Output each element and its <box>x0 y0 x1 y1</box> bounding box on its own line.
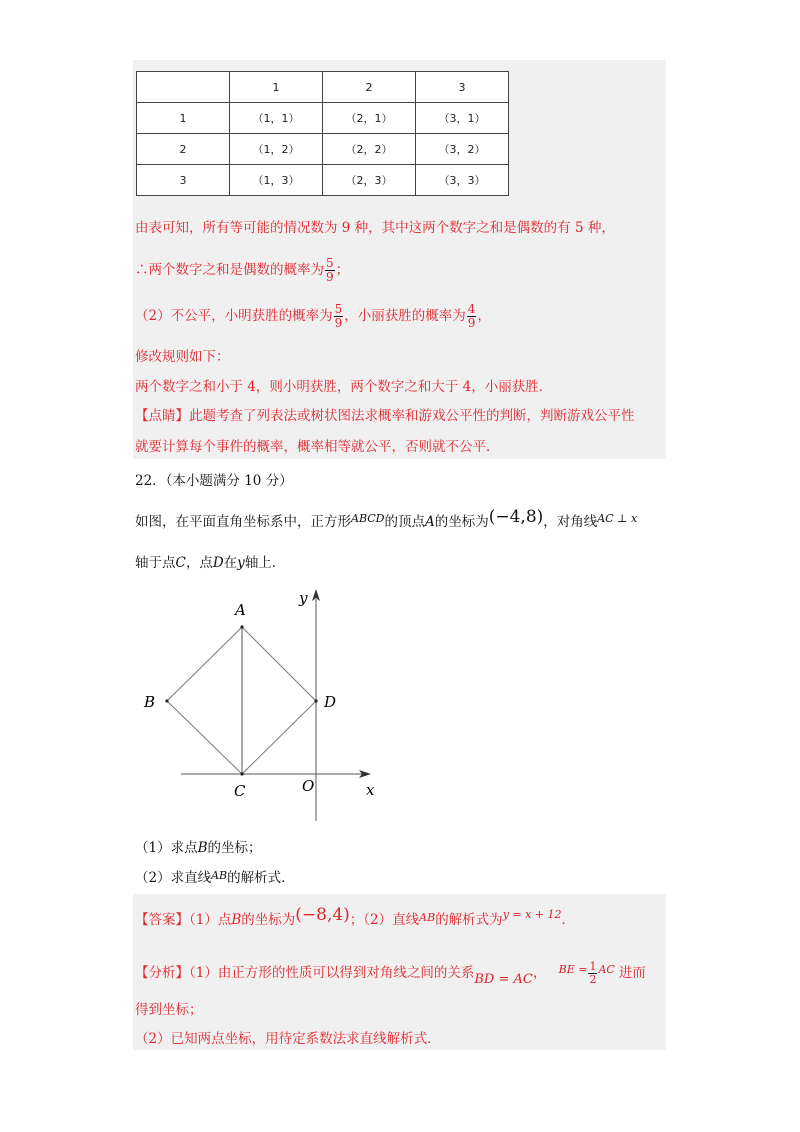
table-cell: 3 <box>137 165 230 196</box>
math-bd-eq-ac: BD = AC <box>474 972 533 987</box>
question-text: 的坐标； <box>207 840 262 856</box>
question-number: 22．（本小题满分 10 分） <box>135 473 293 489</box>
subquestion-2 <box>135 866 295 888</box>
label-c: C <box>234 782 246 800</box>
analysis-line-2: 得到坐标； <box>135 1002 203 1018</box>
question-paragraph-2 <box>135 553 285 573</box>
math-d: D <box>212 555 224 571</box>
label-o: O <box>302 777 315 795</box>
solution-line-4: 修改规则如下： <box>135 349 230 365</box>
math-c: C <box>175 555 186 571</box>
table-cell: （2，1） <box>323 103 416 134</box>
table-cell: 2 <box>323 72 416 103</box>
math-ac: AC <box>598 963 615 976</box>
question-text: 在 <box>223 555 238 571</box>
solution-line-6: 【点睛】此题考查了列表法或树状图法求概率和游戏公平性的判断，判断游戏公平性 <box>135 408 635 424</box>
question-text: ，对角线 <box>543 514 598 530</box>
table-cell: （1，1） <box>230 103 323 134</box>
answer-tag: 【答案】 <box>135 912 189 928</box>
solution-line-2-text: ∴两个数字之和是偶数的概率为 <box>135 262 324 278</box>
analysis-text: （1）由正方形的性质可以得到对角线之间的关系 <box>189 965 475 981</box>
table-cell: （2，2） <box>323 134 416 165</box>
answer-line <box>135 901 575 934</box>
label-d: D <box>324 693 337 711</box>
fraction-four-ninths <box>467 303 477 330</box>
table-cell: （3，3） <box>416 165 509 196</box>
solution-line-2-suffix: ； <box>335 262 350 278</box>
math-y: y <box>237 555 245 571</box>
table-cell: （1，3） <box>230 165 323 196</box>
solution-line-3-suffix: ， <box>477 308 491 324</box>
fraction-denominator: 9 <box>467 316 476 330</box>
subquestion-1 <box>135 838 262 858</box>
analysis-line-3: （2）已知两点坐标，用待定系数法求直线解析式． <box>135 1031 441 1047</box>
answer-text: ． <box>561 912 576 928</box>
table-cell: （3，1） <box>416 103 509 134</box>
point-a <box>240 625 243 628</box>
solution-line-2 <box>135 252 349 288</box>
table-row <box>137 165 509 196</box>
question-text: 的顶点 <box>384 514 425 530</box>
table-cell: 1 <box>137 103 230 134</box>
solution-line-3-text: （2）不公平，小明获胜的概率为 <box>135 308 333 324</box>
table-cell <box>137 72 230 103</box>
solution-line-5: 两个数字之和小于 4，则小明获胜，两个数字之和大于 4，小丽获胜． <box>135 379 553 395</box>
coordinate-figure <box>135 585 405 825</box>
math-ac-perp-x: AC ⊥ x <box>597 512 638 525</box>
question-text: 的坐标为 <box>434 514 489 530</box>
question-text: ，点 <box>185 555 213 571</box>
analysis-tag: 【分析】 <box>135 965 189 981</box>
answer-text: 的坐标为 <box>241 912 296 928</box>
fraction-numerator: 5 <box>334 302 343 316</box>
analysis-text: 进而 <box>618 965 646 981</box>
question-text: （2）求直线 <box>135 870 212 886</box>
table-cell: 1 <box>230 72 323 103</box>
point-b <box>165 699 168 702</box>
answer-text: （1）点 <box>189 912 232 928</box>
table-cell: 2 <box>137 134 230 165</box>
table-cell: （1，2） <box>230 134 323 165</box>
math-be: BE = <box>558 963 588 976</box>
table-cell: （2，3） <box>323 165 416 196</box>
math-coordinate: (−4,8) <box>488 507 544 527</box>
fraction-one-half <box>588 961 597 986</box>
math-b: B <box>231 912 242 928</box>
table-header-row <box>137 72 509 103</box>
point-d <box>314 699 317 702</box>
question-text: 的解析式． <box>227 870 295 886</box>
fraction-five-ninths <box>325 257 335 284</box>
label-y: y <box>299 589 308 607</box>
label-b: B <box>144 693 156 711</box>
fraction-denominator: 2 <box>589 973 597 986</box>
solution-line-7: 就要计算每个事件的概率，概率相等就公平，否则就不公平． <box>135 439 500 455</box>
solution-line-3-mid: ，小丽获胜的概率为 <box>344 308 466 324</box>
math-ab: AB <box>211 869 228 882</box>
math-a: A <box>424 514 435 530</box>
table-row <box>137 103 509 134</box>
solution-line-3 <box>135 298 491 334</box>
label-a: A <box>235 601 246 619</box>
fraction-denominator: 9 <box>334 316 343 330</box>
point-c <box>240 772 243 775</box>
fraction-numerator: 5 <box>326 256 334 270</box>
question-text: （1）求点 <box>135 840 198 856</box>
fraction-denominator: 9 <box>326 270 334 284</box>
math-equation: y = x + 12 <box>502 908 562 921</box>
solution-line-1: 由表可知，所有等可能的情况数为 9 种，其中这两个数字之和是偶数的有 5 种， <box>135 220 615 236</box>
analysis-line-1 <box>135 955 646 995</box>
question-text: 如图，在平面直角坐标系中，正方形 <box>135 514 351 530</box>
table-cell: （3，2） <box>416 134 509 165</box>
math-b: B <box>197 840 208 856</box>
analysis-text: ， <box>532 965 547 981</box>
fraction-numerator: 1 <box>589 960 597 973</box>
math-ab: AB <box>419 911 436 924</box>
question-text: 轴上． <box>244 555 286 571</box>
fraction-five-ninths <box>334 303 344 330</box>
answer-text: 的解析式为 <box>435 912 503 928</box>
question-paragraph-1 <box>135 503 637 536</box>
math-coordinate: (−8,4) <box>295 905 350 925</box>
table-row <box>137 134 509 165</box>
table-cell: 3 <box>416 72 509 103</box>
label-x: x <box>366 781 375 799</box>
math-abcd: ABCD <box>351 512 385 525</box>
answer-text: ；（2）直线 <box>349 912 420 928</box>
outcome-table <box>136 71 509 196</box>
fraction-numerator: 4 <box>467 302 476 316</box>
question-text: 轴于点 <box>135 555 176 571</box>
